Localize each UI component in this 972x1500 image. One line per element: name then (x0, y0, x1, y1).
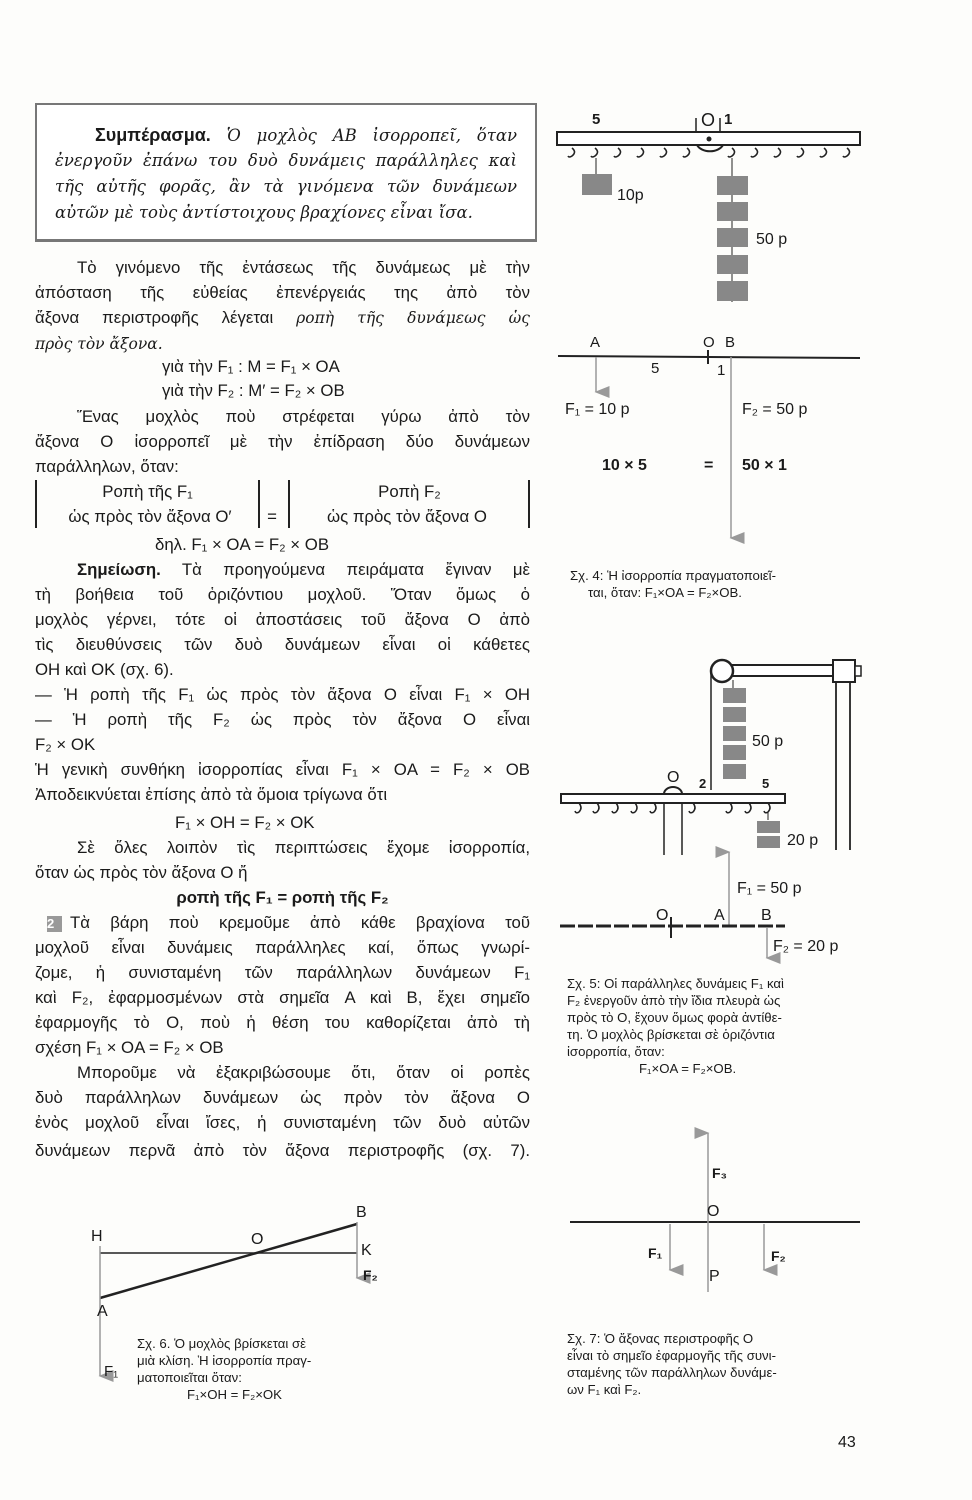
body-text: ἄξονα περιστροφῆς λέγεται (35, 308, 297, 327)
label-O: O (667, 769, 680, 786)
body-line: ἄξονα O ἰσορροπεῖ μὲ τὴν ἐπίδραση δύο δυνάμεων (35, 432, 530, 451)
label-O: O (251, 1231, 264, 1248)
body-line: Μποροῦμε νὰ ἐξακριβώσουμε ὅτι, ὅταν οἱ ροπὲς (77, 1063, 530, 1082)
term-italic: ροπὴ τῆς δυνάμεως ὡς (296, 309, 530, 327)
body-line: δυνάμεων περνᾶ ἀπὸ τὸν ἄξονα περιστροφῆς (σχ. 7). (35, 1141, 530, 1160)
body-line: ἀπόσταση τῆς εὐθείας ἐπενέργειάς της ἀπὸ τὸν (35, 283, 530, 302)
equation-left: 10 × 5 (602, 457, 647, 474)
figure-7-resultant (570, 1133, 860, 1292)
equation-right: 50 × 1 (742, 457, 787, 474)
body-text: Τὰ βάρη ποὺ κρεμοῦμε ἀπὸ κάθε βραχίονα τοῦ (70, 913, 530, 932)
body-line: Ἕνας μοχλὸς ποὺ στρέφεται γύρω ἀπὸ τὸν (77, 407, 530, 426)
body-line: πρὸς τὸν ἄξονα. (35, 335, 163, 353)
figure-5-caption (567, 975, 784, 1077)
body-line: Τὸ γινόμενο τῆς ἐντάσεως τῆς δυνάμεως μὲ τὴν (77, 258, 530, 277)
label-F1: F₁ = 50 p (737, 880, 802, 897)
body-line: Σὲ ὅλες λοιπὸν τὶς περιπτώσεις ἔχομε ἰσορροπία, (77, 838, 530, 857)
label-weight-top: 50 p (752, 733, 784, 750)
body-line: ἐνὸς μοχλοῦ εἶναι ἴσες, ἡ συνισταμένη τῶν δυὸ αὐτῶν (35, 1113, 530, 1132)
body-line: καὶ F₂, ἐφαρμοσμένων στὰ σημεῖα A καὶ B, ἔχει σημεῖο (35, 988, 530, 1007)
caption-line: Σχ. 4: Ἡ ἰσορροπία πραγματοποιεῖ- (570, 568, 776, 583)
conclusion-line: τῆς αὐτῆς φορᾶς, ἂν τὰ γινόμενα τῶν δυνάμεων (55, 177, 517, 196)
body-line: παράλληλων, ὅταν: (35, 457, 179, 476)
pulley (711, 660, 733, 682)
page-number: 43 (838, 1434, 856, 1451)
caption-line: εἶναι τὸ σημεῖο ἐφαρμογῆς τῆς συνι- (567, 1348, 776, 1363)
body-line: OH καὶ OK (σχ. 6). (35, 660, 174, 679)
label-distance-5: 5 (651, 360, 660, 377)
figure-4-lever (557, 110, 860, 538)
formula: γιὰ τὴν F₂ : M′ = F₂ × OB (162, 381, 345, 400)
label-O-bottom: O (656, 907, 669, 924)
label-F1: F₁ (648, 1245, 663, 1261)
label-F1: F₁ (104, 1363, 119, 1380)
body-line: σχέση F₁ × OA = F₂ × OB (35, 1038, 224, 1057)
lever (100, 1224, 357, 1298)
figure-5-lever-pulley (560, 660, 861, 958)
caption-line: ματοποιεῖται ὅταν: (137, 1370, 242, 1385)
label-O: O (703, 334, 715, 351)
caption-line: Σχ. 5: Οἱ παράλληλες δυνάμεις F₁ καὶ (567, 976, 784, 991)
label-arm-left: 5 (592, 111, 601, 128)
body-line: τὶς διευθύνσεις τῶν δυὸ δυνάμεων εἶναι οἱ κάθετες (35, 635, 530, 654)
body-line: — Ἡ ροπὴ τῆς F₂ ὡς πρὸς τὸν ἄξονα O εἶναι (35, 710, 530, 729)
body-line: Ἀποδεικνύεται ἐπίσης ἀπὸ τὰ ὅμοια τρίγωνα ὅτι (35, 785, 388, 804)
label-2: 2 (699, 776, 707, 791)
label-H: H (91, 1228, 103, 1245)
caption-line: πρὸς τὸ O, ἔχουν ὅμως φορὰ ἀντίθε- (567, 1010, 782, 1025)
label-distance-1: 1 (717, 362, 726, 379)
conclusion-text: Ὁ μοχλὸς AB ἰσορροπεῖ, ὅταν (226, 126, 517, 145)
label-F2: F₂ (771, 1248, 786, 1264)
weight-block (582, 174, 612, 195)
body-line: μοχλοῦ εἶναι δυνάμεις παράλληλες καί, ὅπως γνωρί- (35, 938, 530, 957)
label-pivot: O (701, 110, 716, 130)
label-B: B (725, 334, 736, 351)
conclusion-line: αὐτῶν μὲ τοὺς ἀντίστοιχους βραχίονες εἶναι ἴσα. (55, 203, 473, 222)
weight-stack (717, 176, 748, 301)
hooks (568, 148, 850, 157)
pivot-point (707, 137, 712, 142)
section-number-badge: 2 (47, 916, 62, 932)
body-line: δυὸ παράλληλων δυνάμεων ὡς πρὸν τὸν ἄξονα O (35, 1088, 530, 1107)
body-text: Τὰ προηγούμενα πειράματα ἔγιναν μὲ (160, 560, 530, 579)
label-F2: F₂ = 50 p (742, 401, 808, 418)
caption-line: Σχ. 7: Ὁ ἄξονας περιστροφῆς O (567, 1331, 754, 1346)
ratio-right: ὡς πρὸς τὸν ἄξονα O (327, 507, 487, 526)
label-F1: F₁ = 10 p (565, 401, 630, 418)
formula: F₁ × OH = F₂ × OK (175, 813, 315, 832)
caption-line: ων F₁ καὶ F₂. (567, 1382, 642, 1397)
note-label: Σημείωση. (77, 560, 161, 579)
body-line: τὴ βοήθεια τοῦ ὁριζόντιου μοχλοῦ. Ὅταν ὅμως ὁ (35, 585, 530, 604)
label-F2: F₂ = 20 p (773, 938, 839, 955)
body-line: μοχλὸς γέρνει, τότε οἱ ἀποστάσεις τοῦ ἄξονα O ἀπὸ (35, 610, 530, 629)
caption-line: F₂ ἐνεργοῦν ἀπὸ τὴν ἴδια πλευρὰ ὡς (567, 993, 781, 1008)
label-F3: F₃ (712, 1165, 728, 1181)
figure-6-caption (137, 1335, 311, 1403)
weight-stack (723, 688, 746, 779)
label-P: P (709, 1268, 720, 1285)
moment-equality: ροπὴ τῆς F₁ = ροπὴ τῆς F₂ (176, 888, 389, 907)
lever-bar (561, 794, 785, 803)
ratio-left: ὡς πρὸς τὸν ἄξονα O′ (68, 507, 232, 526)
label-K: K (361, 1242, 372, 1259)
label-B: B (761, 907, 772, 924)
body-line: — Ἡ ροπὴ τῆς F₁ ὡς πρὸς τὸν ἄξονα O εἶναι F₁ × OH (35, 685, 530, 704)
formula: δηλ. F₁ × OA = F₂ × OB (155, 535, 330, 554)
caption-line: F₁×OH = F₂×OK (187, 1387, 282, 1402)
label-A: A (97, 1303, 108, 1320)
label-B: B (356, 1204, 367, 1221)
formula: γιὰ τὴν F₁ : M = F₁ × OA (162, 357, 340, 376)
figure-7-caption (567, 1330, 777, 1398)
caption-line: F₁×OA = F₂×OB. (639, 1061, 737, 1076)
label-A: A (590, 334, 601, 351)
caption-line: μιὰ κλίση. Ἡ ἰσορροπία πραγ- (137, 1353, 312, 1368)
body-line: ζομε, ἡ συνισταμένη τῶν παράλληλων δυνάμεων F₁ (35, 963, 530, 982)
label-arm-right: 1 (724, 111, 733, 128)
caption-line: ται, ὅταν: F₁×OA = F₂×OB. (588, 585, 742, 600)
label-5: 5 (762, 776, 770, 791)
caption-line: Σχ. 6. Ὁ μοχλὸς βρίσκεται σὲ (137, 1336, 306, 1351)
body-line: ἐφαρμογῆς τὸ O, ποὺ ἡ θέση του καθορίζεται ἀπὸ τὴ (35, 1013, 530, 1032)
figure-4-caption (570, 567, 776, 601)
caption-line: ἰσορροπία, ὅταν: (567, 1044, 665, 1059)
ratio-right: Ροπὴ F₂ (378, 482, 441, 501)
caption-line: σταμένης τῶν παράλληλων δυνάμε- (567, 1365, 777, 1380)
label-F2: F₂ (363, 1267, 378, 1283)
label-weight-right: 50 p (756, 231, 788, 248)
body-line: ὅταν ὡς πρὸς τὸν ἄξονα O ἤ (35, 863, 248, 882)
conclusion-line: ἐνεργοῦν ἐπάνω του δυὸ δυνάμεις παράλληλες καὶ (55, 151, 517, 170)
conclusion-heading: Συμπέρασμα. (95, 125, 211, 145)
caption-line: τη. Ὁ μοχλὸς βρίσκεται σὲ ὁριζόντια (567, 1027, 775, 1042)
hooks (575, 803, 770, 813)
equation-equals: = (704, 457, 714, 474)
label-weight-left: 10p (617, 187, 644, 204)
label-O: O (707, 1203, 720, 1220)
body-line: F₂ × OK (35, 735, 96, 754)
ratio-equals: = (267, 507, 277, 526)
ratio-left: Ροπὴ τῆς F₁ (102, 482, 193, 501)
body-line: Ἡ γενικὴ συνθήκη ἰσορροπίας εἶναι F₁ × OA = F₂ × OB (35, 760, 530, 779)
label-A: A (714, 907, 725, 924)
label-weight-bottom: 20 p (787, 832, 819, 849)
